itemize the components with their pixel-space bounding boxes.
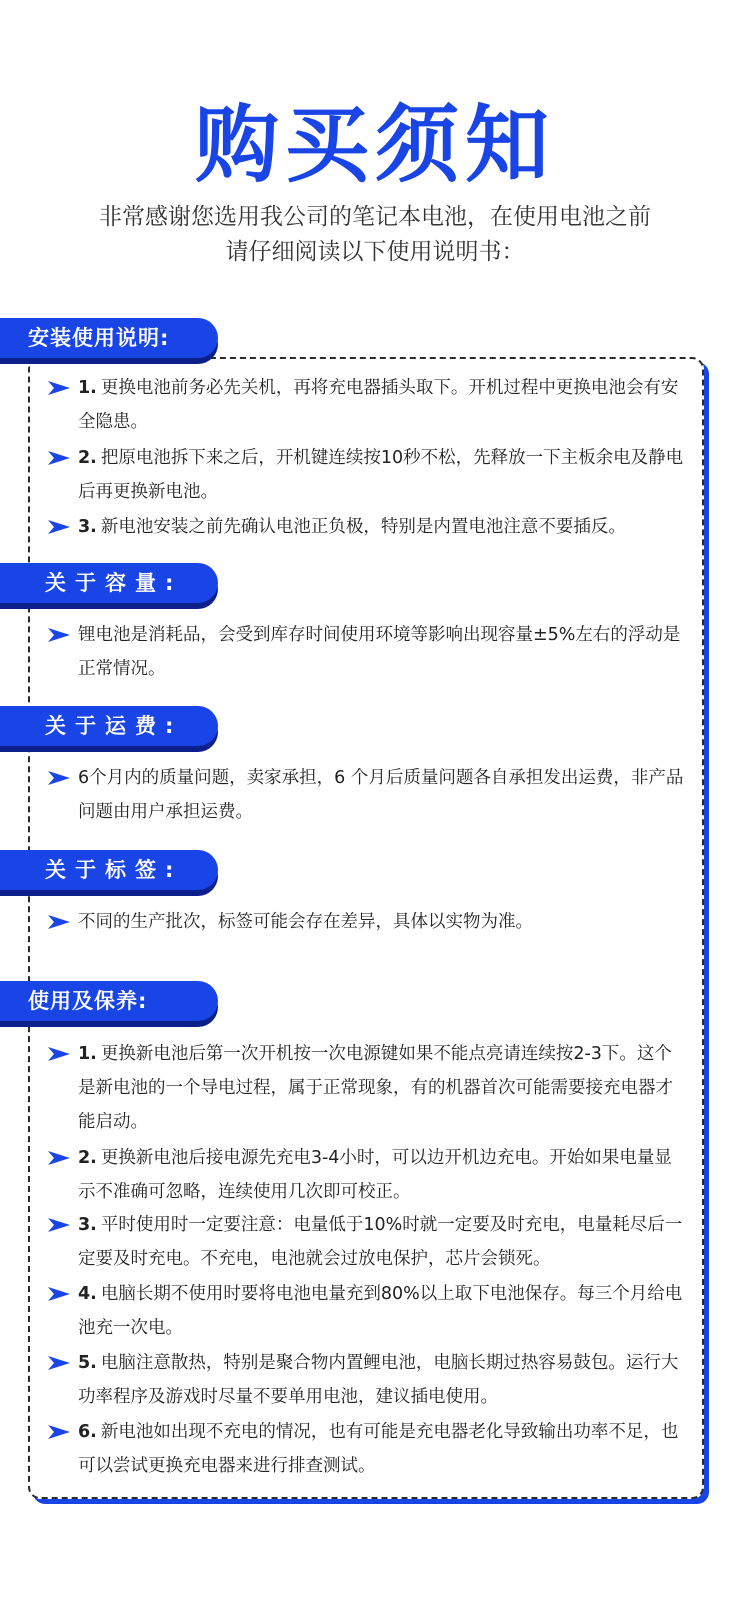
arrow-bullet-icon (48, 628, 70, 642)
arrow-bullet-icon (48, 381, 70, 395)
section-heading-label: 关于标签: (0, 850, 218, 890)
arrow-bullet-icon (48, 771, 70, 785)
list-item: 1. 更换电池前务必先关机，再将充电器插头取下。开机过程中更换电池会有安全隐患。 (48, 371, 688, 439)
arrow-bullet-icon (48, 915, 70, 929)
list-item: 4. 电脑长期不使用时要将电池电量充到80%以上取下电池保存。每三个月给电池充一次电。 (48, 1277, 688, 1345)
list-item: 5. 电脑注意散热，特别是聚合物内置鲤电池，电脑长期过热容易鼓包。运行大功率程序及游戏时尽量不要单用电池，建议插电使用。 (48, 1346, 688, 1414)
section-heading-install: 安装使用说明: (0, 318, 218, 358)
section-heading-capacity: 关于容量: (0, 563, 218, 603)
list-item: 不同的生产批次，标签可能会存在差异，具体以实物为准。 (48, 905, 688, 939)
arrow-bullet-icon (48, 1218, 70, 1232)
list-item: 2. 把原电池拆下来之后，开机键连续按10秒不松，先释放一下主板余电及静电后再更换新电池。 (48, 441, 688, 509)
list-item: 6个月内的质量问题，卖家承担，6 个月后质量问题各自承担发出运费，非产品问题由用户承担运费。 (48, 761, 688, 829)
arrow-bullet-icon (48, 1356, 70, 1370)
section-heading-care: 使用及保养: (0, 981, 218, 1021)
arrow-bullet-icon (48, 1425, 70, 1439)
page-title: 购买须知 (194, 96, 555, 194)
arrow-bullet-icon (48, 1287, 70, 1301)
list-item: 1. 更换新电池后第一次开机按一次电源键如果不能点亮请连续按2-3下。这个是新电池的一个导电过程，属于正常现象，有的机器首次可能需要接充电器才能启动。 (48, 1037, 688, 1139)
list-item: 2. 更换新电池后接电源先充电3-4小时，可以边开机边充电。开始如果电量显示不准确可忽略，连续使用几次即可校正。 (48, 1141, 688, 1209)
list-item: 锂电池是消耗品，会受到库存时间使用环境等影响出现容量±5%左右的浮动是正常情况。 (48, 618, 688, 686)
arrow-bullet-icon (48, 1047, 70, 1061)
list-item: 3. 新电池安装之前先确认电池正负极，特别是内置电池注意不要插反。 (48, 510, 688, 544)
list-item: 6. 新电池如出现不充电的情况，也有可能是充电器老化导致输出功率不足，也可以尝试更换充电器来进行排查测试。 (48, 1415, 688, 1483)
arrow-bullet-icon (48, 451, 70, 465)
arrow-bullet-icon (48, 520, 70, 534)
list-item: 3. 平时使用时一定要注意：电量低于10%时就一定要及时充电，电量耗尽后一定要及时充电。不充电，电池就会过放电保护，芯片会锁死。 (48, 1208, 688, 1276)
intro-line-2: 请仔细阅读以下使用说明书： (225, 239, 525, 265)
section-heading-shipping: 关于运费: (0, 706, 218, 746)
intro-line-1: 非常感谢您选用我公司的笔记本电池，在使用电池之前 (99, 204, 651, 230)
arrow-bullet-icon (48, 1151, 70, 1165)
